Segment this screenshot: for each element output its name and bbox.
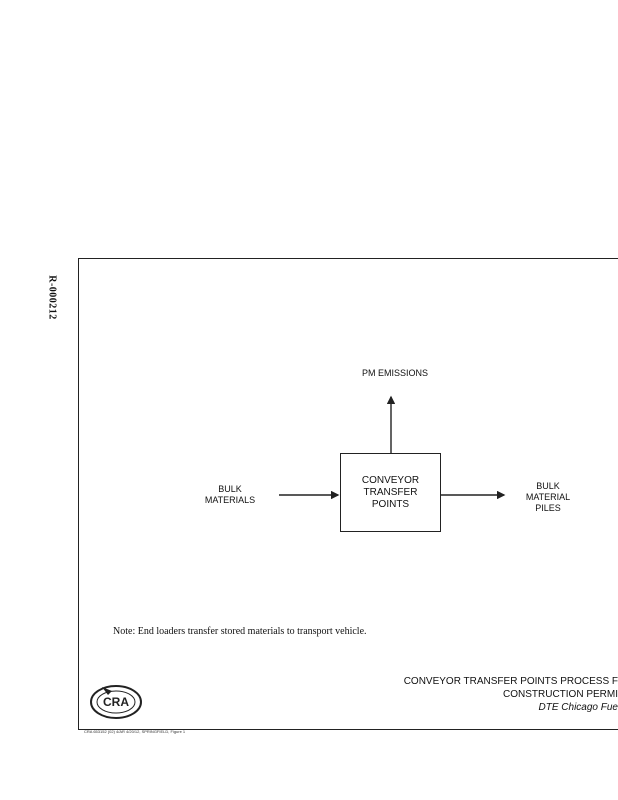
title-line-3: DTE Chicago Fue [538,702,618,713]
bulk-material-piles-label: BULK MATERIAL PILES [525,481,571,513]
bulk-materials-label: BULK MATERIALS [204,484,256,505]
diagram-note: Note: End loaders transfer stored materials to transport vehicle. [113,626,367,637]
footer-reference: CRA 653152 (02) 4/AR 4/20/12, SPRINGFIELD, Figure 1 [84,729,186,734]
title-block [388,675,618,714]
title-line-1: CONVEYOR TRANSFER POINTS PROCESS F [403,676,618,687]
title-line-2: CONSTRUCTION PERMI [503,689,618,700]
pm-emissions-label: PM EMISSIONS [362,368,429,378]
logo-text: CRA [103,695,129,709]
cra-logo [88,681,144,726]
conveyor-transfer-points-box: CONVEYOR TRANSFER POINTS [340,453,441,532]
document-stamp: R-000212 [46,275,58,320]
